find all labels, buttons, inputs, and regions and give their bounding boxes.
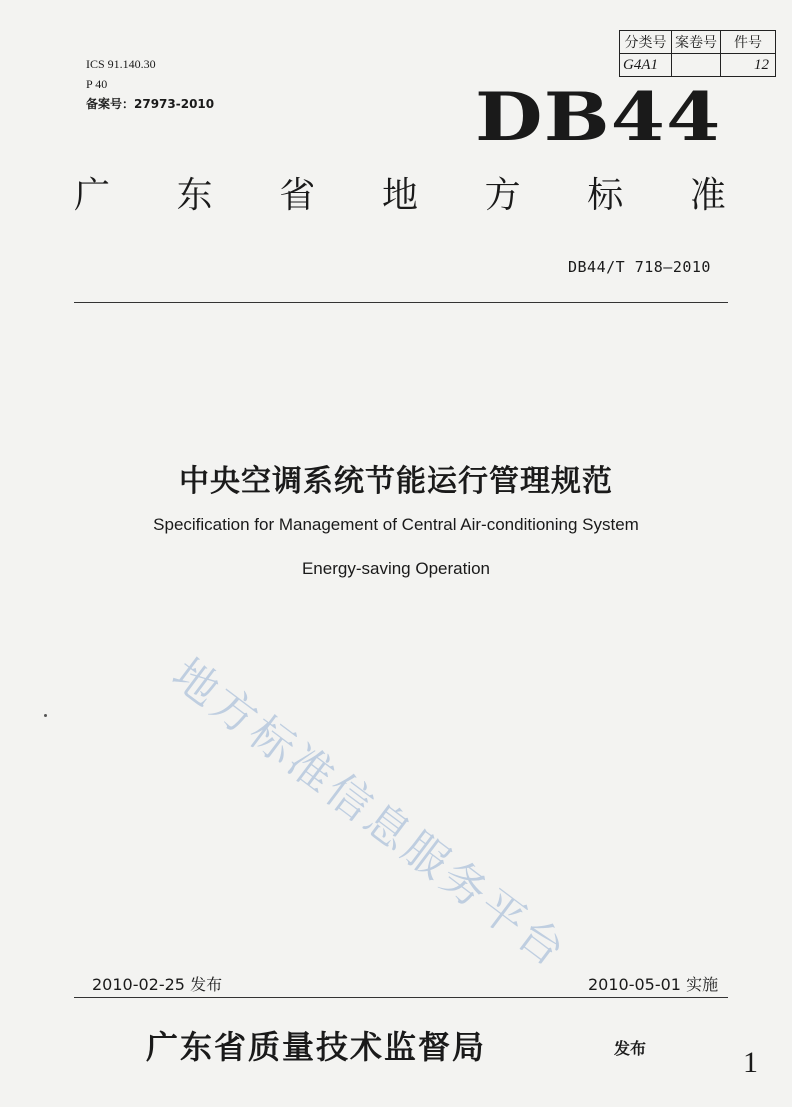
record-number: 备案号：27973-2010 (86, 97, 215, 111)
heading-char: 准 (689, 175, 726, 216)
issue-date: 2010-02-25 发布 (92, 975, 223, 994)
bottom-divider (74, 997, 728, 998)
heading-char: 标 (587, 175, 624, 216)
stamp-value-item: 12 (721, 54, 776, 77)
heading-char: 省 (279, 175, 316, 216)
top-divider (74, 302, 728, 303)
stamp-header-category: 分类号 (620, 31, 672, 54)
title-chinese: 中央空调系统节能运行管理规范 (179, 464, 613, 499)
heading-char: 地 (381, 175, 418, 216)
standard-number: DB44/T 718—2010 (568, 258, 711, 276)
standard-type-heading (70, 175, 730, 216)
ics-code: ICS 91.140.30 (86, 57, 156, 71)
stamp-header-file: 案卷号 (672, 31, 721, 54)
heading-char: 广 (73, 175, 110, 216)
heading-char: 东 (176, 175, 213, 216)
issue-label: 发布 (614, 1039, 647, 1058)
classification-codes (86, 54, 214, 114)
stamp-header-item: 件号 (721, 31, 776, 54)
title-english-line1: Specification for Management of Central Air-conditioning System (153, 515, 639, 534)
implementation-date: 2010-05-01 实施 (588, 975, 719, 994)
page-number: 1 (743, 1046, 758, 1079)
archive-stamp (619, 30, 776, 77)
stamp-value-category: G4A1 (620, 54, 672, 77)
heading-char: 方 (484, 175, 521, 216)
watermark: 地方标准信息服务平台 (162, 648, 577, 979)
title-english-line2: Energy-saving Operation (301, 559, 491, 578)
issuing-authority: 广东省质量技术监督局 (146, 1028, 487, 1066)
scan-speck (44, 714, 47, 717)
ccs-code: P 40 (86, 77, 108, 91)
standard-code-logo: DB44 (475, 78, 722, 156)
stamp-value-file (672, 54, 721, 77)
